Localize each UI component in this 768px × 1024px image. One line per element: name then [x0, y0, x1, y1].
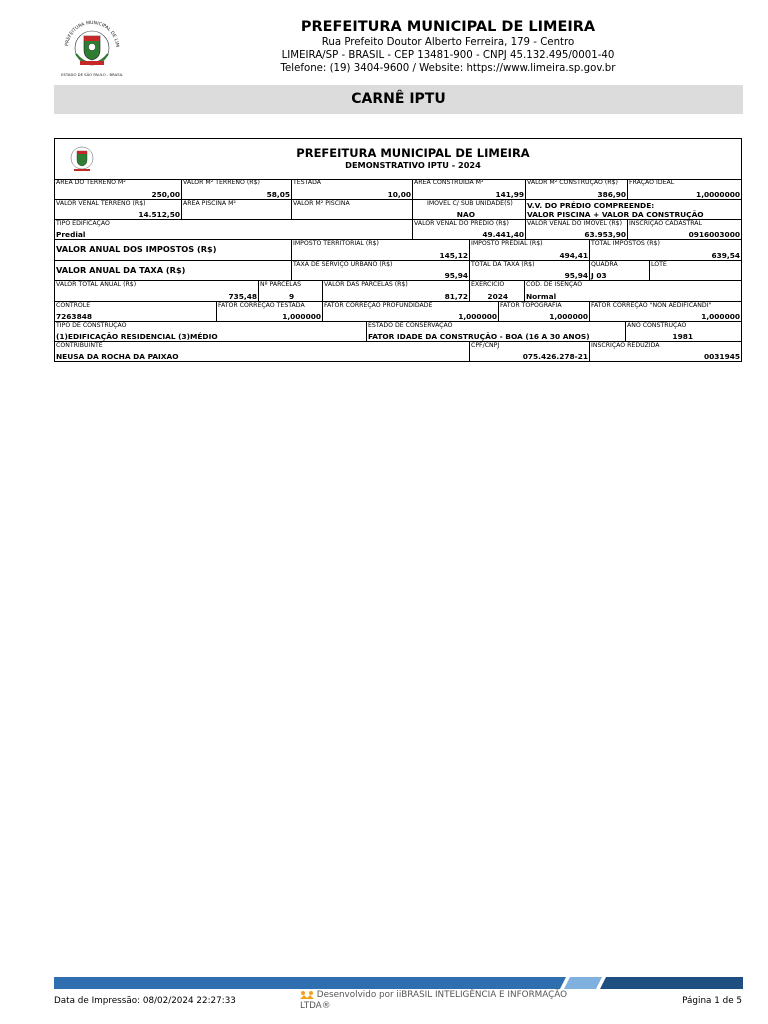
- field-cod-isencao: [525, 281, 741, 302]
- field-fator-correcao-testada: [217, 302, 323, 322]
- field-value: 9: [289, 292, 295, 301]
- field-inscricao-reduzida: [590, 342, 741, 361]
- field-label: VALOR M² PISCINA: [293, 200, 350, 207]
- header-city-line: LIMEIRA/SP - BRASIL - CEP 13481-900 - CNPJ 45.132.495/0001-40: [281, 50, 615, 61]
- field-value: 63.953,90: [584, 230, 626, 239]
- field-label: ÁREA CONSTRUÍDA M²: [414, 179, 484, 186]
- field-fator-correcao-profundidade: [323, 302, 499, 322]
- field-venal-imovel: [526, 220, 628, 240]
- field-value: 58,05: [266, 190, 290, 199]
- field-label: TAXA DE SERVIÇO URBANO (R$): [293, 261, 393, 268]
- document-title: CARNÊ IPTU: [54, 85, 743, 114]
- field-label: TIPO EDIFICAÇÃO: [56, 220, 110, 227]
- field-value: Predial: [56, 230, 86, 239]
- print-date: Data de Impressão: 08/02/2024 22:27:33: [54, 996, 236, 1006]
- field-inscricao-cadastral: [628, 220, 741, 240]
- box-header: [55, 139, 741, 180]
- field-value: 1981: [672, 332, 693, 341]
- field-tipo-edificacao: [55, 220, 413, 240]
- field-value: 95,94: [444, 271, 468, 280]
- field-label: VALOR M² TERRENO (R$): [183, 179, 260, 186]
- field-imovel-sub-unidade: [413, 200, 526, 220]
- field-numero-parcelas: [259, 281, 323, 302]
- field-estado-conservacao: [367, 322, 626, 342]
- field-value: 494,41: [559, 251, 588, 260]
- field-label: VALOR VENAL DO IMÓVEL (R$): [527, 220, 622, 227]
- field-label: FATOR CORREÇÃO PROFUNDIDADE: [324, 302, 433, 309]
- field-value: 735,48: [228, 292, 257, 301]
- field-area-construida: [413, 179, 526, 200]
- svg-text:ESTADO DE SÃO PAULO - BRASIL: ESTADO DE SÃO PAULO - BRASIL: [61, 72, 123, 77]
- field-valor-m2-terreno: [182, 179, 292, 200]
- field-valor-m2-piscina: [292, 200, 413, 220]
- field-label: VALOR VENAL DO PRÉDIO (R$): [414, 220, 509, 227]
- field-quadra: [590, 261, 650, 281]
- field-value: FATOR IDADE DA CONSTRUÇÃO - BOA (16 A 30 ANOS): [368, 332, 590, 341]
- field-label: CPF/CNPJ: [471, 342, 500, 349]
- field-venal-predio: [413, 220, 526, 240]
- field-label: TOTAL IMPOSTOS (R$): [591, 240, 660, 247]
- field-label: CÓD. DE ISENÇÃO: [526, 281, 583, 288]
- field-cpf-cnpj: [470, 342, 590, 361]
- field-label: FATOR CORREÇÃO "NON AEDIFICANDI": [591, 302, 712, 309]
- svg-text:PREFEITURA MUNICIPAL DE LIMEIR: PREFEITURA MUNICIPAL DE LIM: [65, 20, 120, 48]
- field-label: LOTE: [651, 261, 667, 268]
- field-value: 10,00: [387, 190, 411, 199]
- field-imposto-predial: [470, 240, 590, 261]
- developer-logo-icon: [300, 990, 314, 999]
- field-label: IMPOSTO TERRITORIAL (R$): [293, 240, 379, 247]
- field-value: 81,72: [444, 292, 468, 301]
- field-label: FATOR CORREÇÃO TESTADA: [218, 302, 305, 309]
- field-value: 49.441,40: [482, 230, 524, 239]
- field-label: VALOR VENAL TERRENO (R$): [56, 200, 146, 207]
- field-value: 141,99: [495, 190, 524, 199]
- field-value: V.V. DO PRÉDIO COMPREENDE:: [527, 201, 655, 210]
- field-tipo-construcao: [55, 322, 367, 342]
- field-fator-topografia: [499, 302, 590, 322]
- city-coat-of-arms-icon: [54, 14, 130, 80]
- field-total-impostos: [590, 240, 741, 261]
- field-label: IMPOSTO PREDIAL (R$): [471, 240, 543, 247]
- field-label: IMÓVEL C/ SUB UNIDADE(S): [427, 200, 513, 207]
- box-title: PREFEITURA MUNICIPAL DE LIMEIRA: [296, 146, 530, 160]
- field-label: VALOR M² CONSTRUÇÃO (R$): [527, 179, 618, 186]
- field-label: ANO CONSTRUÇÃO: [627, 322, 687, 329]
- demonstrativo-box: [54, 138, 742, 362]
- field-label: INSCRIÇÃO CADASTRAL: [629, 220, 702, 227]
- field-area-terreno: [55, 179, 182, 200]
- field-valor-m2-construcao: [526, 179, 628, 200]
- field-label: QUADRA: [591, 261, 618, 268]
- field-value: 95,94: [564, 271, 588, 280]
- field-value: 2024: [487, 292, 508, 301]
- field-value: (1)EDIFICAÇÃO RESIDENCIAL (3)MÉDIO: [56, 332, 218, 341]
- box-subtitle: DEMONSTRATIVO IPTU - 2024: [345, 160, 481, 170]
- header-contact: Telefone: (19) 3404-9600 / Website: https://www.limeira.sp.gov.br: [280, 63, 616, 74]
- field-contribuinte: [55, 342, 470, 361]
- field-value: VALOR PISCINA + VALOR DA CONSTRUÇÃO: [527, 210, 704, 219]
- field-value: Normal: [526, 292, 557, 301]
- field-fracao-ideal: [628, 179, 741, 200]
- field-venal-terreno: [55, 200, 182, 220]
- field-value: 075.426.278-21: [522, 352, 588, 361]
- field-label: TESTADA: [293, 179, 322, 186]
- header-address: Rua Prefeito Doutor Alberto Ferreira, 179 - Centro: [321, 37, 575, 48]
- valor-anual-taxa-heading: [55, 261, 292, 281]
- field-value: 0916003000: [688, 230, 740, 239]
- field-value: 386,90: [597, 190, 626, 199]
- field-label: FATOR TOPOGRAFIA: [500, 302, 562, 309]
- field-imposto-territorial: [292, 240, 470, 261]
- field-value: 1,0000000: [696, 190, 740, 199]
- field-fator-non-aedificandi: [590, 302, 741, 322]
- field-valor-parcelas: [323, 281, 470, 302]
- field-label: EXERCÍCIO: [471, 281, 505, 288]
- field-value: 14.512,50: [138, 210, 180, 219]
- field-value: 639,54: [711, 251, 740, 260]
- field-value: 1,000000: [282, 312, 321, 321]
- field-total-taxa: [470, 261, 590, 281]
- field-value: 145,12: [439, 251, 468, 260]
- developer-credit-text: Desenvolvido por iiBRASIL INTELIGÊNCIA E INFORMAÇÃO LTDA®: [300, 990, 568, 1011]
- field-testada: [292, 179, 413, 200]
- field-label: CONTROLE: [56, 302, 91, 309]
- field-value: 1,000000: [549, 312, 588, 321]
- field-label: TOTAL DA TAXA (R$): [471, 261, 535, 268]
- field-label: ESTADO DE CONSERVAÇÃO: [368, 322, 453, 329]
- field-label: Nº PARCELAS: [260, 281, 302, 288]
- valor-anual-impostos-heading: [55, 240, 292, 261]
- field-value: J 03: [591, 271, 607, 280]
- document-header: [0, 0, 768, 82]
- field-label: VALOR DAS PARCELAS (R$): [324, 281, 408, 288]
- field-value: 0031945: [704, 352, 740, 361]
- field-valor-total-anual: [55, 281, 259, 302]
- field-label: INSCRIÇÃO REDUZIDA: [591, 342, 660, 349]
- page-number: Página 1 de 5: [682, 996, 742, 1006]
- field-label: FRAÇÃO IDEAL: [629, 179, 675, 186]
- field-label: ÁREA PISCINA M²: [183, 200, 236, 207]
- field-label: TIPO DE CONSTRUÇÃO: [56, 322, 127, 329]
- field-label: VALOR TOTAL ANUAL (R$): [56, 281, 137, 288]
- field-value: 250,00: [151, 190, 180, 199]
- header-title: PREFEITURA MUNICIPAL DE LIMEIRA: [300, 19, 596, 35]
- field-ano-construcao: [626, 322, 741, 342]
- section-heading: VALOR ANUAL DOS IMPOSTOS (R$): [56, 244, 217, 254]
- field-value: 7263848: [56, 312, 92, 321]
- section-heading: VALOR ANUAL DA TAXA (R$): [56, 265, 186, 275]
- footer-decorative-bar: [54, 977, 743, 989]
- field-taxa-servico-urbano: [292, 261, 470, 281]
- field-value: 1,000000: [701, 312, 740, 321]
- field-value: NAO: [456, 210, 475, 219]
- field-vv-predio: [526, 200, 741, 220]
- developer-credit: [300, 990, 580, 1012]
- field-exercicio: [470, 281, 525, 302]
- field-label: ÁREA DO TERRENO M²: [56, 179, 126, 186]
- field-value: 1,000000: [458, 312, 497, 321]
- field-value: NEUSA DA ROCHA DA PAIXAO: [56, 352, 179, 361]
- field-controle: [55, 302, 217, 322]
- field-label: CONTRIBUINTE: [56, 342, 103, 349]
- field-lote: [650, 261, 741, 281]
- field-area-piscina: [182, 200, 292, 220]
